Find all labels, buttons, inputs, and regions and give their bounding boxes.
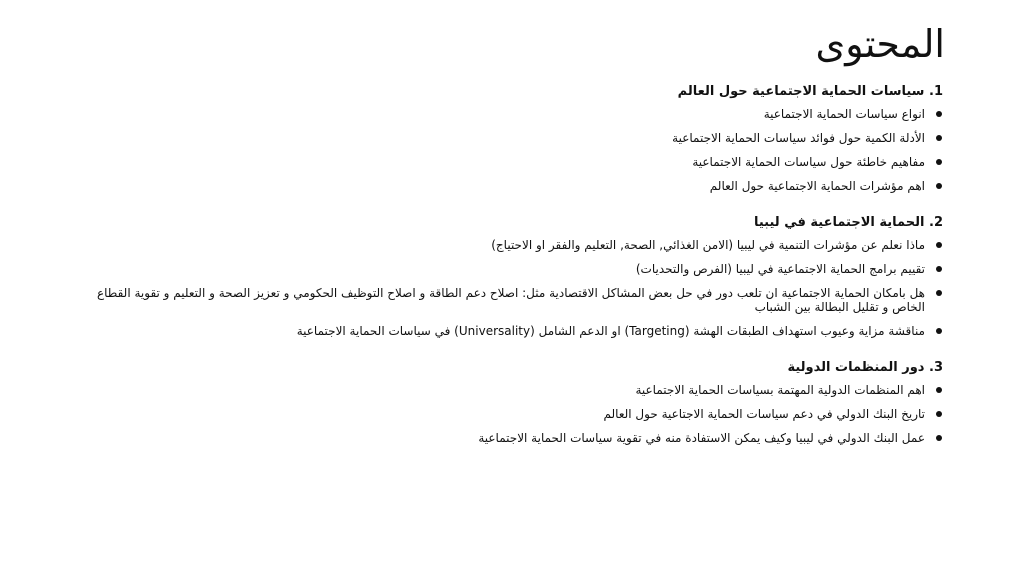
list-item-text: مناقشة مزاية وعيوب استهداف الطبقات الهشة (Targeting) او الدعم الشامل (Universality) في سياسات الحماية الاجتماعية: [296, 324, 925, 338]
bullet-icon: [936, 387, 942, 393]
list-item: [75, 383, 945, 397]
section-3: [75, 358, 945, 445]
bullet-list: [75, 107, 945, 193]
list-item-text: اهم مؤشرات الحماية الاجتماعية حول العالم: [709, 179, 925, 193]
bullet-icon: [936, 266, 942, 272]
list-item-text: عمل البنك الدولي في ليبيا وكيف يمكن الاستفادة منه في تقوية سياسات الحماية الاجتماعية: [478, 431, 925, 445]
bullet-icon: [936, 135, 942, 141]
list-item: [75, 431, 945, 445]
bullet-icon: [936, 183, 942, 189]
list-item: [75, 238, 945, 252]
bullet-icon: [936, 411, 942, 417]
list-item: [75, 324, 945, 338]
bullet-list: [75, 238, 945, 338]
bullet-icon: [936, 159, 942, 165]
list-item-text: مفاهيم خاطئة حول سياسات الحماية الاجتماعية: [692, 155, 925, 169]
list-item-text: ماذا نعلم عن مؤشرات التنمية في ليبيا (الامن الغذائي, الصحة, التعليم والفقر او الاحتياج): [491, 238, 925, 252]
section-2: [75, 213, 945, 338]
section-number: 3.: [929, 360, 943, 375]
bullet-icon: [936, 435, 942, 441]
section-heading: [75, 358, 945, 377]
content-body: [75, 82, 945, 465]
section-heading: [75, 213, 945, 232]
list-item: [75, 262, 945, 276]
list-item-text: تاريخ البنك الدولي في دعم سياسات الحماية الاجتاعية حول العالم: [603, 407, 925, 421]
list-item-text: هل بامكان الحماية الاجتماعية ان تلعب دور في حل بعض المشاكل الاقتصادية مثل: اصلاح دعم الطاقة و اصلاح التوظيف الحكومي و تعزيز الصحة و التعليم و تقوية القطاع الخاص و تقليل البطالة بين الشباب: [96, 286, 925, 314]
bullet-list: [75, 383, 945, 445]
list-item-text: اهم المنظمات الدولية المهتمة بسياسات الحماية الاجتماعية: [635, 383, 925, 397]
list-item-text: الأدلة الكمية حول فوائد سياسات الحماية الاجتماعية: [672, 131, 925, 145]
list-item-text: تقييم برامج الحماية الاجتماعية في ليبيا (الفرص والتحديات): [635, 262, 925, 276]
list-item: [75, 407, 945, 421]
bullet-icon: [936, 111, 942, 117]
bullet-icon: [936, 290, 942, 296]
section-number: 1.: [929, 84, 943, 99]
section-heading-text: الحماية الاجتماعية في ليبيا: [753, 215, 925, 230]
list-item: [75, 131, 945, 145]
section-number: 2.: [929, 215, 943, 230]
bullet-icon: [936, 242, 942, 248]
list-item: [75, 286, 945, 314]
bullet-icon: [936, 328, 942, 334]
section-1: [75, 82, 945, 193]
list-item-text: انواع سياسات الحماية الاجتماعية: [763, 107, 925, 121]
list-item: [75, 107, 945, 121]
section-heading-text: سياسات الحماية الاجتماعية حول العالم: [677, 84, 925, 99]
section-heading-text: دور المنظمات الدولية: [787, 360, 925, 375]
list-item: [75, 179, 945, 193]
section-heading: [75, 82, 945, 101]
list-item: [75, 155, 945, 169]
slide-title: المحتوى: [815, 22, 945, 66]
